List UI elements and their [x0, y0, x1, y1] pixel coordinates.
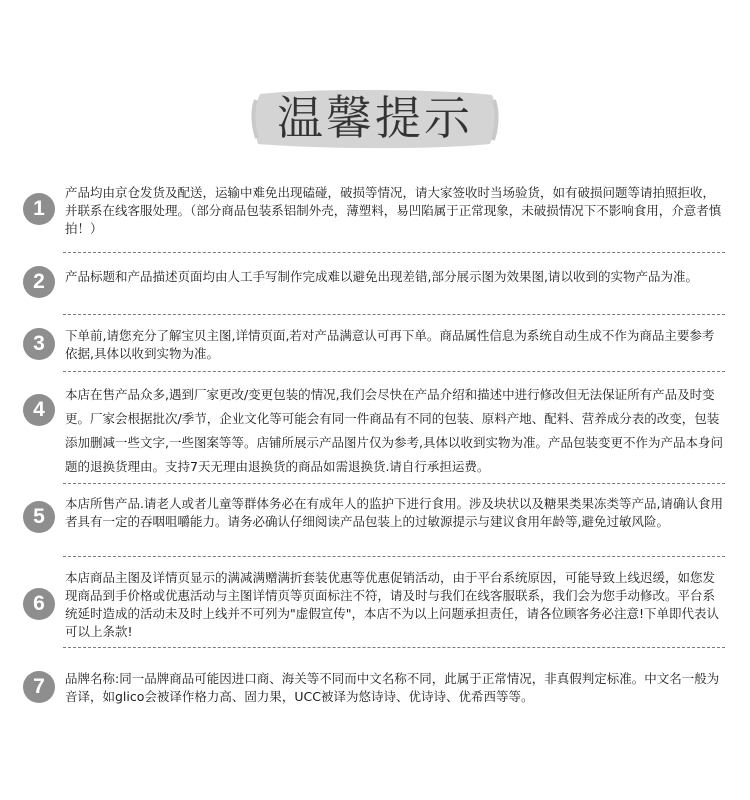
number-badge-5: 5 [23, 501, 55, 533]
notice-text-6: 本店商品主图及详情页显示的满减满赠满折套装优惠等优惠促销活动，由于平台系统原因，可能导致上线迟缓，如您发现商品到手价格或优惠活动与主图详情页等页面标注不符，请及时与我们在线客服联系，我们会为您手动修改。平台系统延时造成的活动未及时上线并不可列为"虚假宣传"，本店不为以上问题承担责任，请各位顾客务必注意!下单即代表认可以上条款! [65, 570, 720, 639]
dashed-divider [63, 371, 725, 372]
notice-text-5: 本店所售产品.请老人或者儿童等群体务必在有成年人的监护下进行食用。涉及块状以及糖果类果冻类等产品,请确认食用者具有一定的吞咽咀嚼能力。请务必确认仔细阅读产品包装上的过敏源提示与建议食用年龄等,避免过敏风险。 [65, 496, 723, 529]
title-banner [0, 86, 750, 158]
dashed-divider [63, 483, 725, 484]
page-title: 温馨提示 [277, 91, 473, 145]
number-badge-4: 4 [23, 394, 55, 426]
number-badge-2: 2 [23, 266, 55, 298]
notice-text-7: 品牌名称:同一品牌商品可能因进口商、海关等不同而中文名称不同，此属于正常情况，非真假判定标准。中文名一般为音译，如glico会被译作格力高、固力果，UCC被译为悠诗诗、优诗诗、优希西等等。 [65, 671, 720, 704]
title-brush-background [250, 86, 500, 152]
dashed-divider [63, 556, 725, 557]
number-badge-3: 3 [23, 328, 55, 360]
dashed-divider [63, 647, 725, 648]
dashed-divider [63, 252, 725, 253]
notice-text-4: 本店在售产品众多,遇到厂家更改/变更包装的情况,我们会尽快在产品介绍和描述中进行修改但无法保证所有产品及时变更。厂家会根据批次/季节，企业文化等可能会有同一件商品有不同的包装、原料产地、配料、营养成分表的改变，包装添加删减一些文字,一些图案等等。店铺所展示产品图片仅为参考,具体以收到实物为准。产品包装变更不作为产品本身问题的退换货理由。支持7天无理由退换货的商品如需退换货.请自行承担运费。 [65, 387, 723, 474]
notice-text-2: 产品标题和产品描述页面均由人工手写制作完成难以避免出现差错,部分展示图为效果图,请以收到的实物产品为准。 [65, 269, 698, 284]
notice-text-3: 下单前,请您充分了解宝贝主图,详情页面,若对产品满意认可再下单。商品属性信息为系统自动生成不作为商品主要参考依据,具体以收到实物为准。 [65, 328, 715, 361]
dashed-divider [63, 314, 725, 315]
number-badge-7: 7 [23, 671, 55, 703]
number-badge-6: 6 [23, 588, 55, 620]
number-badge-1: 1 [23, 193, 55, 225]
notice-text-1: 产品均由京仓发货及配送，运输中难免出现磕碰，破损等情况，请大家签收时当场验货，如有破损问题等请拍照拒收，并联系在线客服处理。（部分商品包装系铝制外壳，薄塑料，易凹陷属于正常现象，未破损情况下不影响食用，介意者慎拍！） [65, 185, 722, 236]
